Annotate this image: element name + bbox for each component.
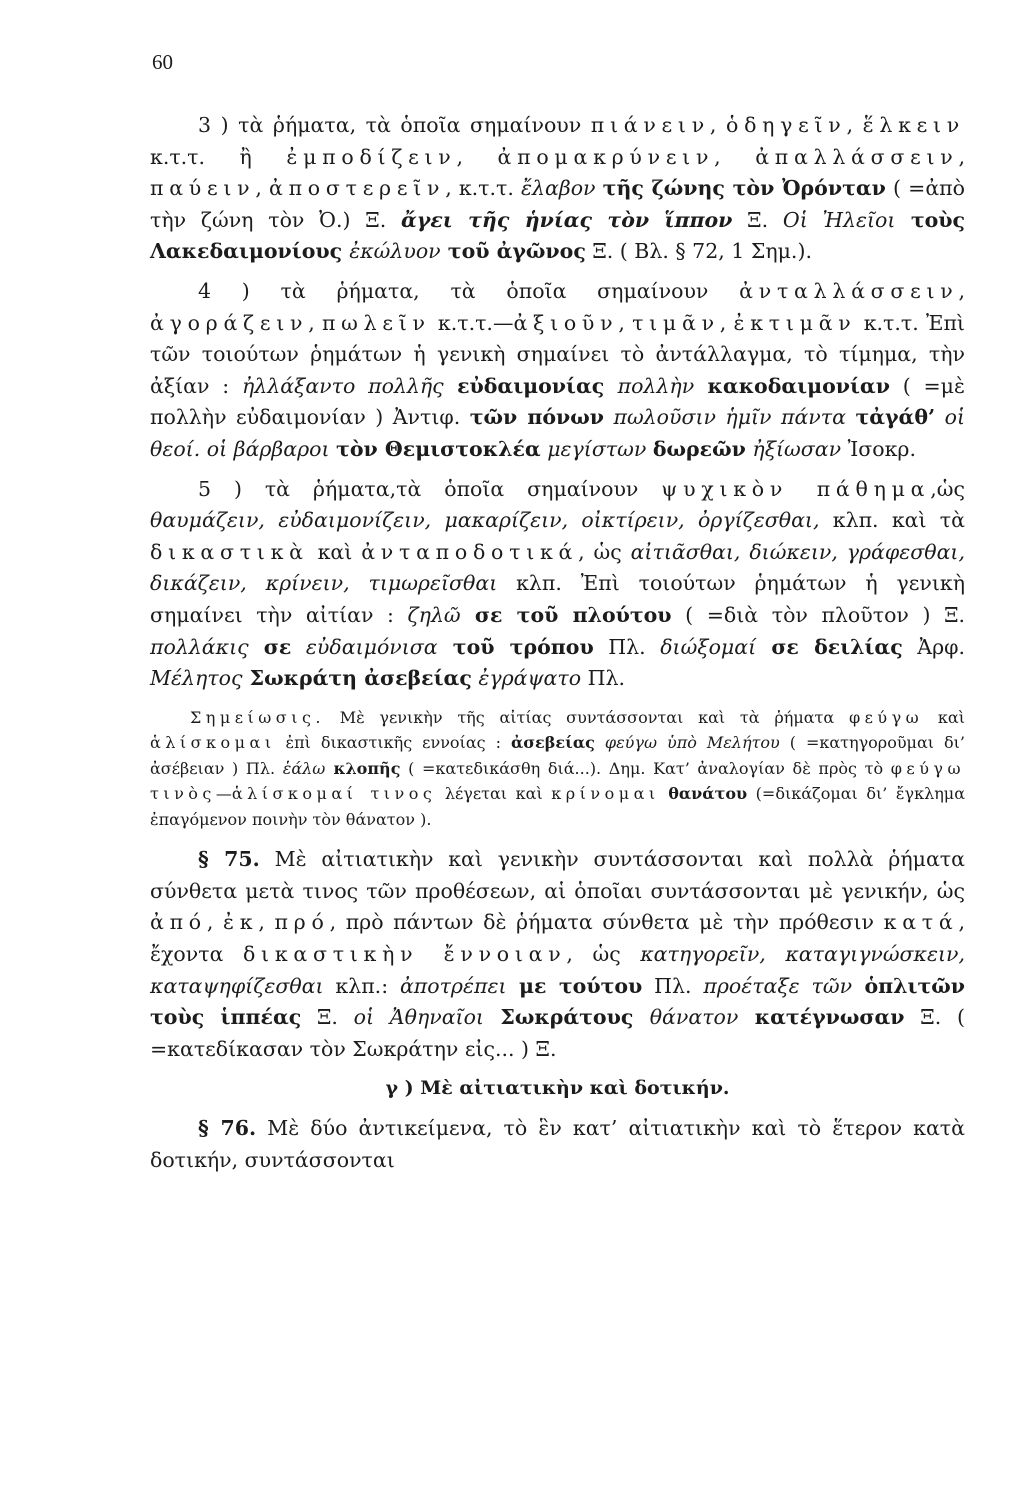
note-paragraph: Σημείωσις. Μὲ γενικὴν τῆς αἰτίας συντάσσονται καὶ τὰ ῥήματα φεύγω καὶ ἁλίσκομαι ἐπὶ δικαστικῆς εννοίας : ἀσεβείας φεύγω ὑπὸ Μελήτου ( =κατηγοροῦμαι δι’ ἀσέβειαν ) Πλ. ἑάλω κλοπῆς ( =κατεδικάσθη διά...). Δημ. Κατ’ ἀναλογίαν δὲ πρὸς τὸ φεύγω τινὸς—ἁλίσκομαί τινος λέγεται καὶ κρίνομαι θανάτου (=δικάζομαι δι’ ἔγκλημα ἐπαγόμενον ποινὴν τὸν θάνατον ). bbox=[150, 707, 965, 829]
section-heading: γ ) Μὲ αἰτιατικὴν καὶ δοτικήν. bbox=[385, 1077, 730, 1100]
section-75: § 75. Μὲ αἰτιατικὴν καὶ γενικὴν συντάσσονται καὶ πολλὰ ῥήματα σύνθετα μετὰ τινος τῶν προθέσεων, αἱ ὁποῖαι συντάσσονται μὲ γενικήν, ὡς ἀπό, ἐκ, πρό, πρὸ πάντων δὲ ῥήματα σύνθετα μὲ τὴν πρόθεσιν κατά, ἔχοντα δικαστικὴν ἔννοιαν, ὡς κατηγορεῖν, καταγιγνώσκειν, καταψηφίζεσθαι κλπ.: ἀποτρέπει με τούτου Πλ. προέταξε τῶν ὁπλιτῶν τοὺς ἱππέας Ξ. οἱ Ἀθηναῖοι Σωκράτους θάνατον κατέγνωσαν Ξ. ( =κατεδίκασαν τὸν Σωκράτην εἰς... ) Ξ. bbox=[150, 847, 966, 1061]
section-76: § 76. Μὲ δύο ἀντικείμενα, τὸ ἓν κατ’ αἰτιατικὴν καὶ τὸ ἕτερον κατὰ δοτικήν, συντάσσονται bbox=[150, 1115, 965, 1172]
page-body bbox=[150, 110, 965, 1184]
page-number: 60 bbox=[152, 50, 173, 74]
paragraph-5: 5 ) τὰ ῥήματα,τὰ ὁποῖα σημαίνουν ψυχικὸν πάθημα,ὡς θαυμάζειν, εὐδαιμονίζειν, μακαρίζειν, οἰκτίρειν, ὀργίζεσθαι, κλπ. καὶ τὰ δικαστικὰ καὶ ἀνταποδοτικά, ὡς αἰτιᾶσθαι, διώκειν, γράφεσθαι, δικάζειν, κρίνειν, τιμωρεῖσθαι κλπ. Ἐπὶ τοιούτων ῥημάτων ἡ γενικὴ σημαίνει τὴν αἰτίαν : ζηλῶ σε τοῦ πλούτου ( =διὰ τὸν πλοῦτον ) Ξ. πολλάκις σε εὐδαιμόνισα τοῦ τρόπου Πλ. διώξομαί σε δειλίας Ἀρφ. Μέλητος Σωκράτη ἀσεβείας ἐγράψατο Πλ. bbox=[150, 476, 966, 691]
paragraph-3: 3 ) τὰ ῥήματα, τὰ ὁποῖα σημαίνουν πιάνειν, ὁδηγεῖν, ἕλκειν κ.τ.τ. ἢ ἐμποδίζειν, ἀπομακρύνειν, ἀπαλλάσσειν, παύειν, ἀποστερεῖν, κ.τ.τ. ἔλαβον τῆς ζώνης τὸν Ὀρόνταν ( =ἀπὸ τὴν ζώνη τὸν Ὀ.) Ξ. ἄγει τῆς ἡνίας τὸν ἵππον Ξ. Οἱ Ἠλεῖοι τοὺς Λακεδαιμονίους ἐκώλυον τοῦ ἀγῶνος Ξ. ( Βλ. § 72, 1 Σημ.). bbox=[150, 113, 965, 264]
paragraph-4: 4 ) τὰ ῥήματα, τὰ ὁποῖα σημαίνουν ἀνταλλάσσειν, ἀγοράζειν, πωλεῖν κ.τ.τ.—ἀξιοῦν, τιμᾶν, ἐκτιμᾶν κ.τ.τ. Ἐπὶ τῶν τοιούτων ῥημάτων ἡ γενικὴ σημαίνει τὸ ἀντάλλαγμα, τὸ τίμημα, τὴν ἀξίαν : ἠλλάξαντο πολλῆς εὐδαιμονίας πολλὴν κακοδαιμονίαν ( =μὲ πολλὴν εὐδαιμονίαν ) Ἀντιφ. τῶν πόνων πωλοῦσιν ἡμῖν πάντα τἀγάθ’ οἱ θεοί. οἱ βάρβαροι τὸν Θεμιστοκλέα μεγίστων δωρεῶν ἠξίωσαν Ἰσοκρ. bbox=[150, 278, 965, 461]
